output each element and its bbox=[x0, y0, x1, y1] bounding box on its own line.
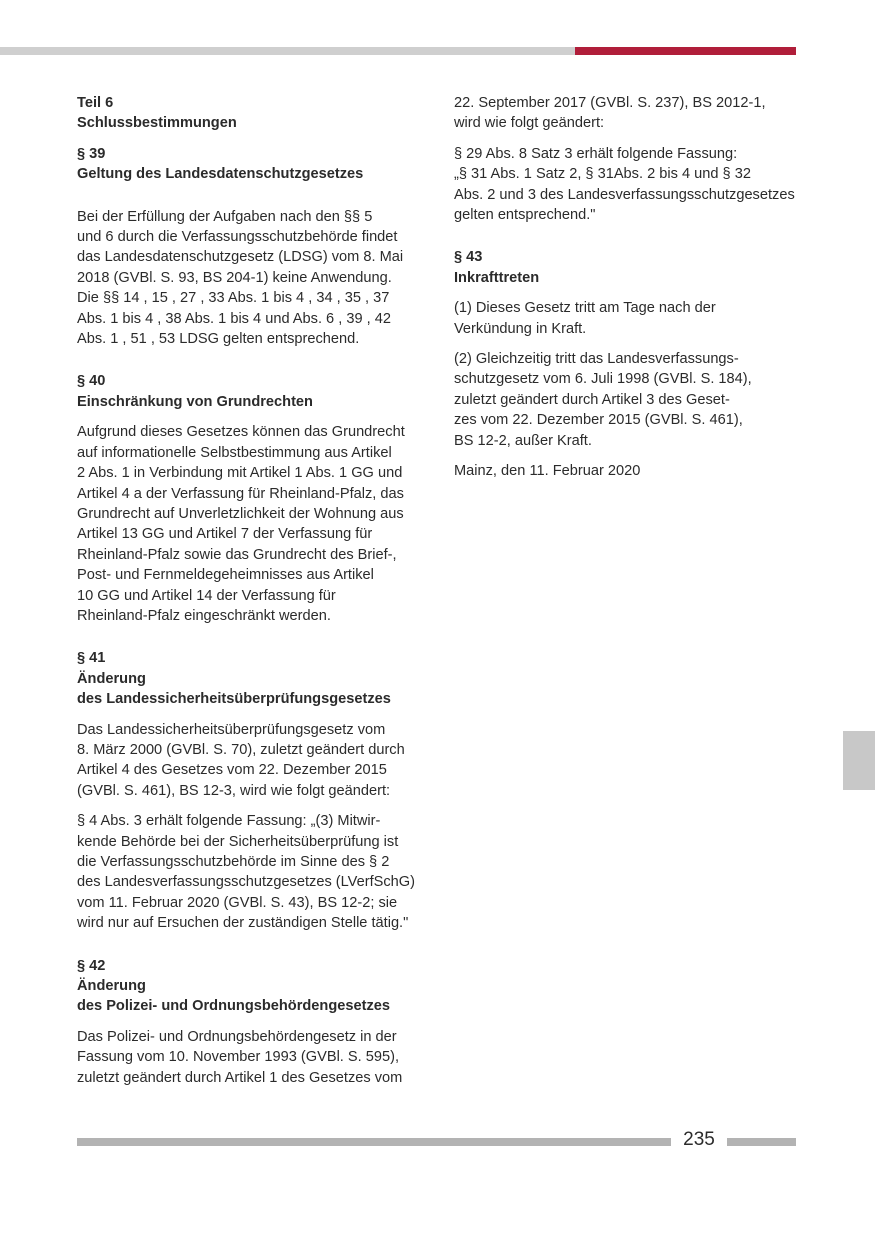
text-line: 2018 (GVBl. S. 93, BS 204-1) keine Anwendung. bbox=[77, 269, 392, 286]
text-line: kende Behörde bei der Sicherheitsüberprüfung ist bbox=[77, 833, 399, 850]
part-title: Schlussbestimmungen bbox=[77, 115, 237, 132]
text-line: Aufgrund dieses Gesetzes können das Grundrecht bbox=[77, 424, 405, 441]
text-line: des Landesverfassungsschutzgesetzes (LVerfSchG) bbox=[77, 874, 415, 891]
section-number: § 39 bbox=[77, 145, 106, 162]
section-title-line: Änderung bbox=[77, 670, 146, 687]
text-line: die Verfassungsschutzbehörde im Sinne des § 2 bbox=[77, 854, 390, 870]
section-number: § 43 bbox=[454, 249, 483, 266]
signoff-date: Mainz, den 11. Februar 2020 bbox=[454, 463, 641, 480]
section-paragraph bbox=[77, 811, 422, 933]
text-line: 2 Abs. 1 in Verbindung mit Artikel 1 Abs. 1 GG und bbox=[77, 465, 403, 482]
footer-rule-right bbox=[727, 1138, 796, 1146]
right-column bbox=[454, 93, 799, 482]
text-line: § 29 Abs. 8 Satz 3 erhält folgende Fassung: bbox=[454, 145, 738, 162]
text-line: § 4 Abs. 3 erhält folgende Fassung: „(3) Mitwir- bbox=[77, 813, 381, 830]
text-line: vom 11. Februar 2020 (GVBl. S. 43), BS 12-2; sie bbox=[77, 894, 398, 911]
page-number: 235 bbox=[683, 1129, 715, 1150]
text-line: Das Polizei- und Ordnungsbehördengesetz in der bbox=[77, 1028, 397, 1045]
text-line: Die §§ 14 , 15 , 27 , 33 Abs. 1 bis 4 , 34 , 35 , 37 bbox=[77, 290, 390, 307]
text-line: und 6 durch die Verfassungsschutzbehörde findet bbox=[77, 229, 398, 246]
text-line: Post- und Fernmeldegeheimnisses aus Artikel bbox=[77, 567, 374, 584]
header-rule-accent bbox=[575, 47, 796, 55]
text-line: gelten entsprechend." bbox=[454, 207, 596, 224]
text-line: Das Landessicherheitsüberprüfungsgesetz vom bbox=[77, 721, 386, 738]
section-body bbox=[77, 207, 422, 350]
text-line: Abs. 1 , 51 , 53 LDSG gelten entsprechend. bbox=[77, 331, 360, 348]
text-line: zuletzt geändert durch Artikel 1 des Gesetzes vom bbox=[77, 1069, 403, 1086]
text-line: 8. März 2000 (GVBl. S. 70), zuletzt geändert durch bbox=[77, 741, 405, 758]
text-line: BS 12-2, außer Kraft. bbox=[454, 432, 592, 449]
footer-rule-left bbox=[77, 1138, 671, 1146]
text-line: Abs. 1 bis 4 , 38 Abs. 1 bis 4 und Abs. 6 , 39 , 42 bbox=[77, 310, 391, 327]
section-41 bbox=[77, 648, 422, 933]
text-line: „§ 31 Abs. 1 Satz 2, § 31Abs. 2 bis 4 und § 32 bbox=[454, 166, 751, 183]
section-number: § 42 bbox=[77, 957, 106, 974]
text-line: Rheinland-Pfalz eingeschränkt werden. bbox=[77, 607, 331, 624]
text-line: (GVBl. S. 461), BS 12-3, wird wie folgt geändert: bbox=[77, 782, 391, 799]
text-line: wird wie folgt geändert: bbox=[454, 115, 605, 132]
text-line: Bei der Erfüllung der Aufgaben nach den §§ 5 bbox=[77, 208, 373, 225]
text-line: Grundrecht auf Unverletzlichkeit der Wohnung aus bbox=[77, 505, 404, 522]
text-line: Artikel 13 GG und Artikel 7 der Verfassung für bbox=[77, 526, 373, 543]
section-40 bbox=[77, 371, 422, 626]
text-line: wird nur auf Ersuchen der zuständigen Stelle tätig." bbox=[77, 915, 409, 932]
section-paragraph bbox=[454, 93, 799, 134]
section-39 bbox=[77, 144, 422, 350]
text-line: 22. September 2017 (GVBl. S. 237), BS 2012-1, bbox=[454, 95, 766, 111]
section-paragraph bbox=[77, 720, 422, 802]
section-title: Geltung des Landesdatenschutzgesetzes bbox=[77, 166, 364, 183]
text-line: Artikel 4 a der Verfassung für Rheinland-Pfalz, das bbox=[77, 485, 404, 502]
section-number: § 40 bbox=[77, 373, 106, 390]
part-number: Teil 6 bbox=[77, 95, 114, 111]
section-title-line: des Polizei- und Ordnungsbehördengesetzes bbox=[77, 998, 390, 1015]
text-line: zes vom 22. Dezember 2015 (GVBl. S. 461), bbox=[454, 412, 743, 429]
text-line: auf informationelle Selbstbestimmung aus Artikel bbox=[77, 444, 392, 461]
text-line: Abs. 2 und 3 des Landesverfassungsschutzgesetzes bbox=[454, 186, 795, 203]
text-line: das Landesdatenschutzgesetz (LDSG) vom 8. Mai bbox=[77, 249, 404, 266]
section-42-continued bbox=[454, 93, 799, 225]
left-column bbox=[77, 93, 422, 1088]
section-paragraph bbox=[454, 144, 799, 226]
text-line: schutzgesetz vom 6. Juli 1998 (GVBl. S. 184), bbox=[454, 371, 752, 388]
section-body bbox=[77, 422, 422, 626]
section-title: Inkrafttreten bbox=[454, 269, 540, 286]
section-43 bbox=[454, 247, 799, 481]
text-line: (2) Gleichzeitig tritt das Landesverfassungs- bbox=[454, 351, 739, 368]
text-line: Verkündung in Kraft. bbox=[454, 320, 587, 337]
chapter-thumb-tab bbox=[843, 731, 875, 790]
text-line: Artikel 4 des Gesetzes vom 22. Dezember 2015 bbox=[77, 762, 387, 779]
section-number: § 41 bbox=[77, 650, 106, 667]
text-line: (1) Dieses Gesetz tritt am Tage nach der bbox=[454, 300, 716, 317]
section-body bbox=[77, 1027, 422, 1088]
section-title-line: des Landessicherheitsüberprüfungsgesetzes bbox=[77, 691, 391, 708]
text-line: zuletzt geändert durch Artikel 3 des Geset- bbox=[454, 391, 730, 408]
text-line: Fassung vom 10. November 1993 (GVBl. S. 595), bbox=[77, 1049, 400, 1066]
text-line: Rheinland-Pfalz sowie das Grundrecht des Brief-, bbox=[77, 546, 397, 563]
section-42 bbox=[77, 956, 422, 1088]
section-title: Einschränkung von Grundrechten bbox=[77, 393, 313, 410]
section-paragraph bbox=[454, 298, 799, 339]
text-line: 10 GG und Artikel 14 der Verfassung für bbox=[77, 587, 336, 604]
section-title-line: Änderung bbox=[77, 978, 146, 995]
header-rule-grey bbox=[0, 47, 575, 55]
section-paragraph bbox=[454, 349, 799, 451]
